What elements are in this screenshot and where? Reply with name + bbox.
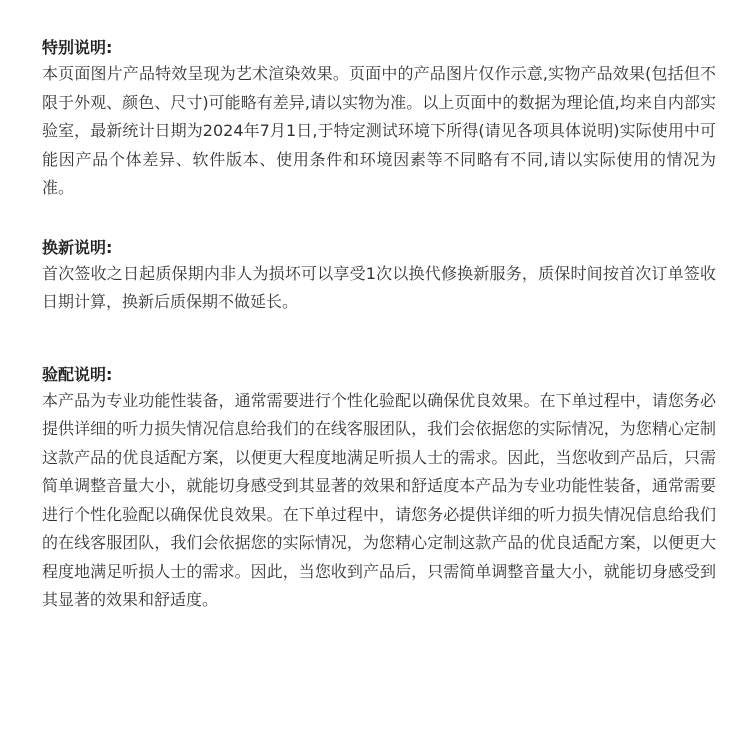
special-notice-text: 本页面图片产品特效呈现为艺术渲染效果。页面中的产品图片仅作示意,实物产品效果(包括但不限于外观、颜色、尺寸)可能略有差异,请以实物为准。以上页面中的数据为理论值,均来自内部实验室，最新统计日期为2024年7月1日,于特定测试环境下所得(请见各项具体说明)实际使用中可能因产品个体差异、软件版本、使用条件和环境因素等不同略有不同,请以实际使用的情况为准。 [42, 64, 716, 197]
replacement-notice-text: 首次签收之日起质保期内非人为损坏可以享受1次以换代修换新服务，质保时间按首次订单签收日期计算，换新后质保期不做延长。 [42, 263, 716, 311]
replacement-notice-title: 换新说明: [42, 237, 113, 257]
fitting-notice-title: 验配说明: [42, 364, 113, 384]
replacement-notice-section [42, 236, 716, 317]
notice-document [42, 36, 716, 615]
special-notice-section [42, 36, 716, 203]
fitting-notice-text: 本产品为专业功能性装备，通常需要进行个性化验配以确保优良效果。在下单过程中，请您务必提供详细的听力损失情况信息给我们的在线客服团队，我们会依据您的实际情况，为您精心定制这款产品的优良适配方案，以便更大程度地满足听损人士的需求。因此，当您收到产品后，只需简单调整音量大小，就能切身感受到其显著的效果和舒适度本产品为专业功能性装备，通常需要进行个性化验配以确保优良效果。在下单过程中，请您务必提供详细的听力损失情况信息给我们的在线客服团队，我们会依据您的实际情况，为您精心定制这款产品的优良适配方案，以便更大程度地满足听损人士的需求。因此，当您收到产品后，只需简单调整音量大小，就能切身感受到其显著的效果和舒适度。 [42, 390, 716, 609]
special-notice-title: 特别说明: [42, 38, 113, 57]
fitting-notice-section [42, 363, 716, 615]
